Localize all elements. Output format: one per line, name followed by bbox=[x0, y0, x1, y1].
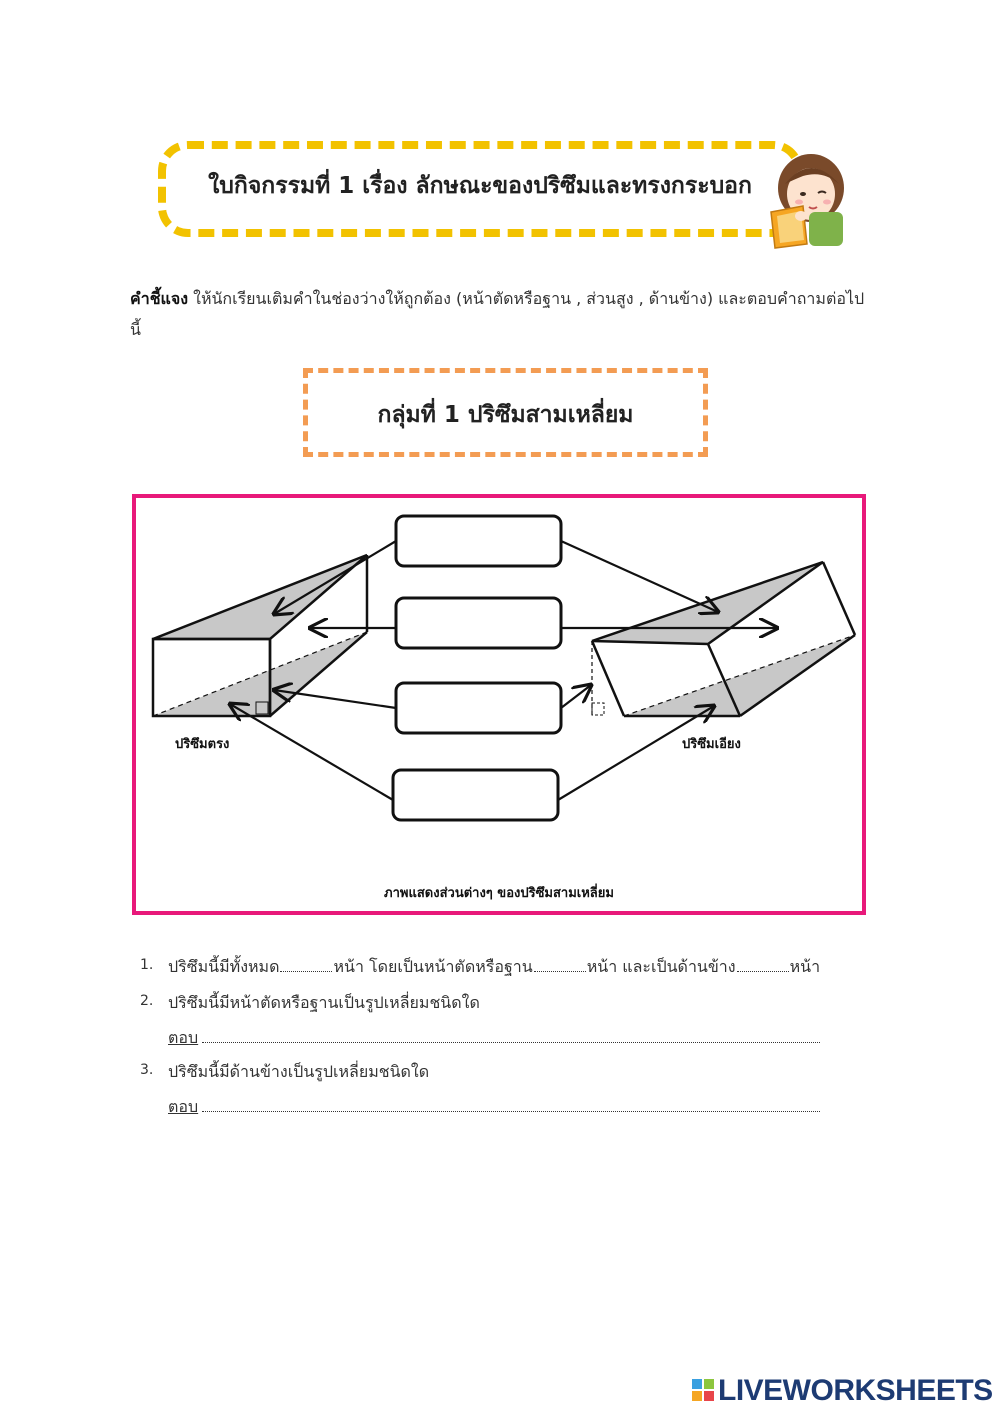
question-1-part-4: หน้า bbox=[789, 957, 821, 976]
right-prism-label: ปริซึมตรง bbox=[175, 737, 230, 752]
question-2-number: 2. bbox=[140, 993, 154, 1009]
answer-box-1[interactable] bbox=[396, 516, 561, 566]
reading-girl-illustration bbox=[763, 150, 853, 250]
question-1-text bbox=[168, 955, 820, 980]
liveworksheets-logo: LIVEWORKSHEETS bbox=[718, 1374, 993, 1407]
question-2-answer[interactable] bbox=[168, 1026, 820, 1046]
question-1-blank-side[interactable] bbox=[737, 957, 789, 972]
question-2-text: ปริซึมนี้มีหน้าตัดหรือฐานเป็นรูปเหลี่ยมชนิดใด bbox=[168, 993, 480, 1012]
question-1-blank-total[interactable] bbox=[280, 957, 332, 972]
question-3-text: ปริซึมนี้มีด้านข้างเป็นรูปเหลี่ยมชนิดใด bbox=[168, 1062, 430, 1081]
question-3-number: 3. bbox=[140, 1062, 154, 1078]
question-3-answer-label: ตอบ bbox=[168, 1097, 199, 1116]
question-2-answer-line[interactable] bbox=[202, 1042, 820, 1043]
question-1-part-2: หน้า โดยเป็นหน้าตัดหรือฐาน bbox=[333, 957, 533, 976]
answer-box-4[interactable] bbox=[393, 770, 558, 820]
question-1-part-1: ปริซึมนี้มีทั้งหมด bbox=[168, 957, 280, 976]
group-heading: กลุ่มที่ 1 ปริซึมสามเหลี่ยม bbox=[377, 402, 634, 428]
instructions bbox=[130, 283, 875, 345]
question-1-part-3: หน้า และเป็นด้านข้าง bbox=[586, 957, 736, 976]
instructions-text: ให้นักเรียนเติมคำในช่องว่างให้ถูกต้อง (หน้าตัดหรือฐาน , ส่วนสูง , ด้านข้าง) และตอบคำถามต่อไปนี้ bbox=[130, 289, 865, 339]
diagram-caption: ภาพแสดงส่วนต่างๆ ของปริซึมสามเหลี่ยม bbox=[384, 886, 614, 901]
oblique-prism-label: ปริซึมเอียง bbox=[682, 737, 741, 752]
question-1-blank-base[interactable] bbox=[534, 957, 586, 972]
question-1-number: 1. bbox=[140, 957, 154, 973]
question-3-answer[interactable] bbox=[168, 1095, 820, 1115]
question-2-answer-label: ตอบ bbox=[168, 1028, 199, 1047]
worksheet-title: ใบกิจกรรมที่ 1 เรื่อง ลักษณะของปริซึมและทรงกระบอก bbox=[208, 173, 752, 199]
instructions-label: คำชี้แจง bbox=[130, 289, 189, 308]
question-3-answer-line[interactable] bbox=[202, 1111, 820, 1112]
liveworksheets-logo-icon bbox=[692, 1379, 714, 1401]
answer-box-2[interactable] bbox=[396, 598, 561, 648]
answer-box-3[interactable] bbox=[396, 683, 561, 733]
